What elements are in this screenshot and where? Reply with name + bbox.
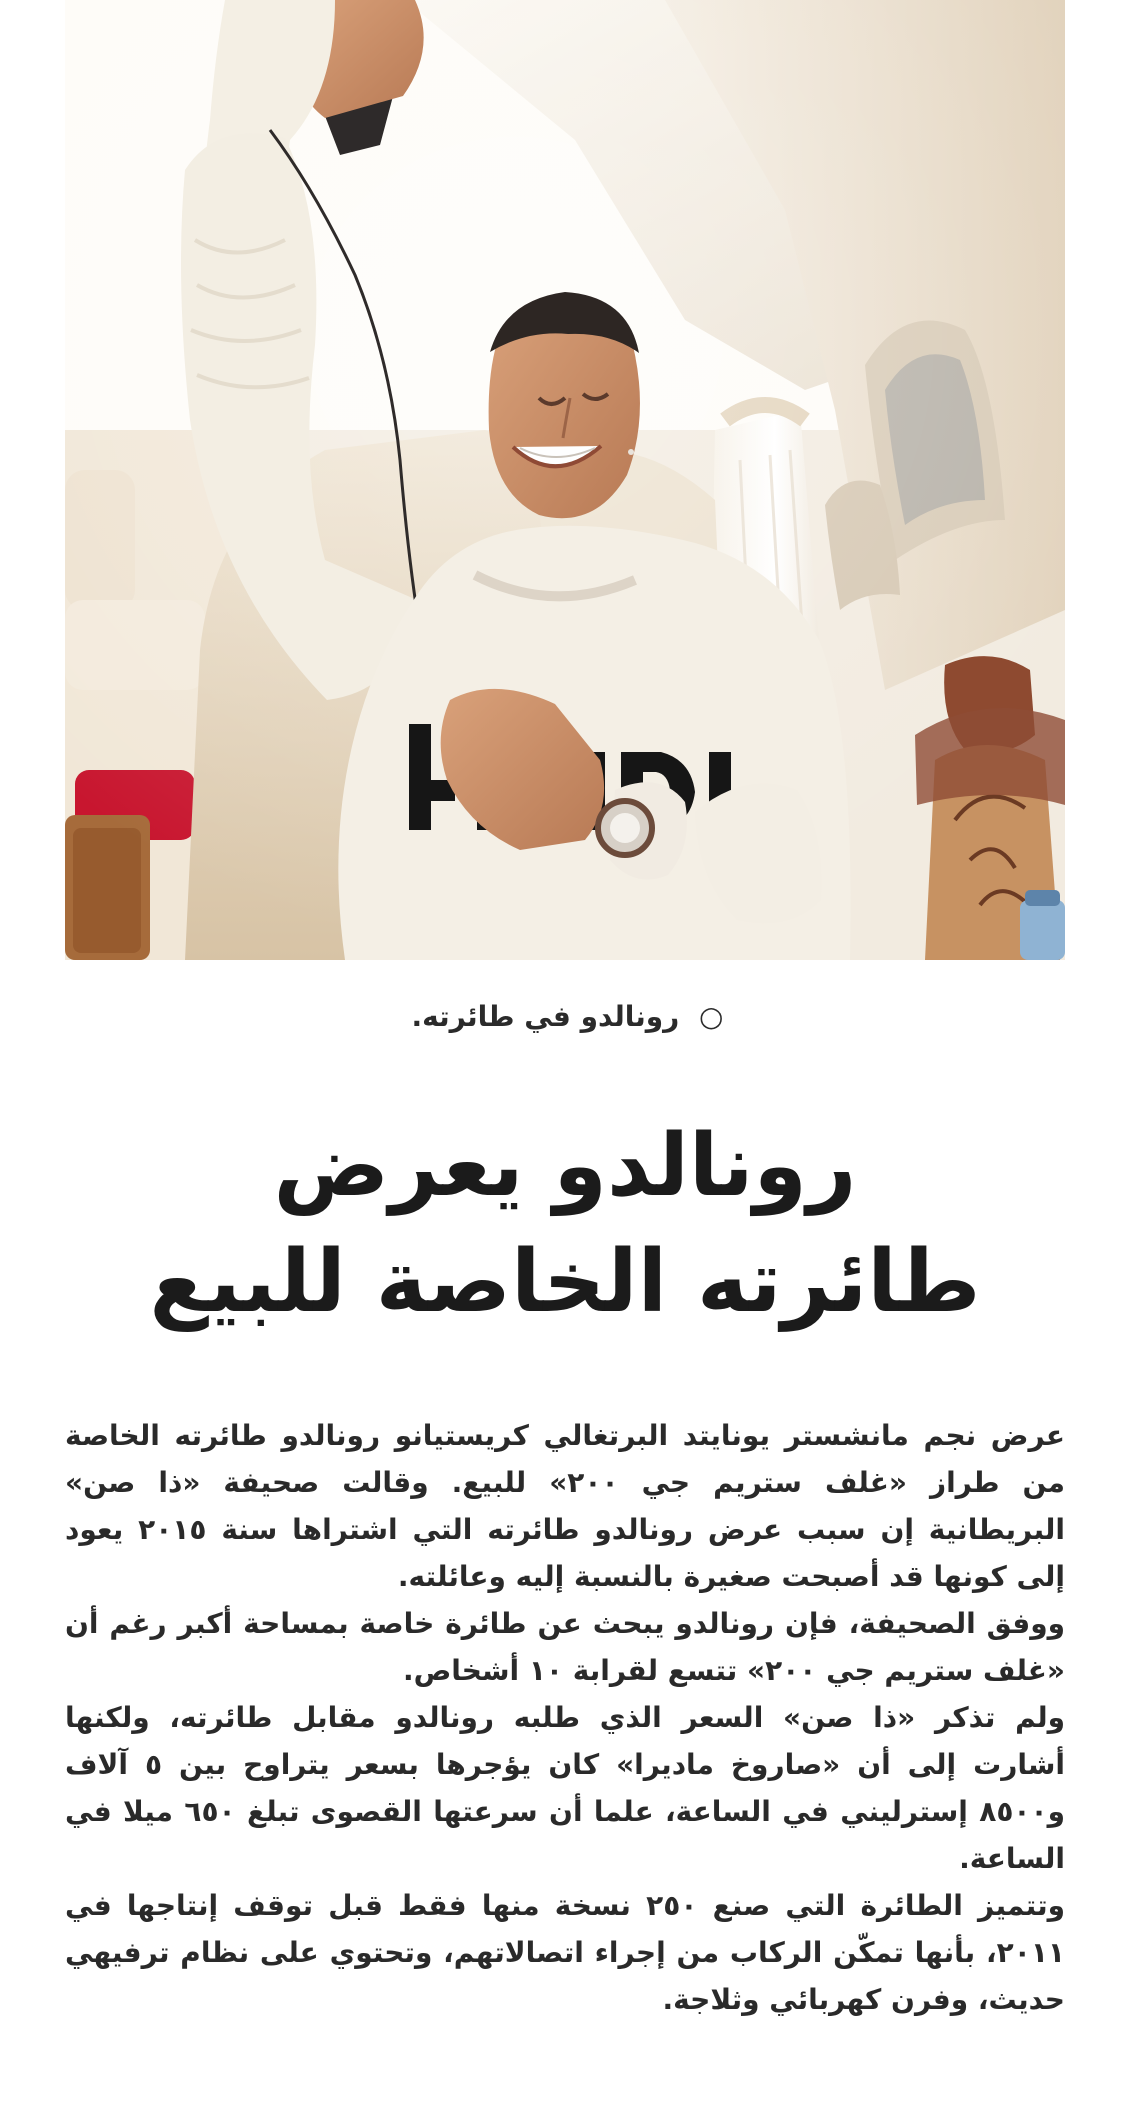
article-paragraph-3: ولم تذكر «ذا صن» السعر الذي طلبه رونالدو مقابل طائرته، ولكنها أشارت إلى أن «صاروخ ماديرا» كان يؤجرها بسعر يتراوح بين ٥ آلاف و٨٥٠٠ إسترليني في الساعة، علما أن سرعتها القصوى تبلغ ٦٥٠ ميلا في الساعة. bbox=[65, 1701, 1066, 1875]
headline-line-2: طائرته الخاصة للبيع bbox=[149, 1232, 981, 1333]
article-photo bbox=[65, 0, 1065, 960]
caption-text: رونالدو في طائرته. bbox=[411, 1000, 680, 1033]
photo-caption bbox=[120, 1000, 1015, 1034]
article-headline bbox=[65, 1108, 1065, 1340]
photo-illustration bbox=[65, 0, 1065, 960]
article-paragraph-4: وتتميز الطائرة التي صنع ٢٥٠ نسخة منها فقط قبل توقف إنتاجها في ٢٠١١، بأنها تمكّن الركاب من إجراء اتصالاتهم، وتحتوي على نظام ترفيهي حديث، وفرن كهربائي وثلاجة. bbox=[65, 1889, 1065, 2016]
article-paragraph-1: عرض نجم مانشستر يونايتد البرتغالي كريستيانو رونالدو طائرته الخاصة من طراز «غلف ستريم جي ٢٠٠» للبيع. وقالت صحيفة «ذا صن» البريطانية إن سبب عرض رونالدو طائرته التي اشتراها سنة ٢٠١٥ يعود إلى كونها قد أصبحت صغيرة بالنسبة إليه وعائلته. bbox=[65, 1419, 1065, 1593]
article-paragraph-2: ووفق الصحيفة، فإن رونالدو يبحث عن طائرة خاصة بمساحة أكبر رغم أن «غلف ستريم جي ٢٠٠» تتسع لقرابة ١٠ أشخاص. bbox=[65, 1607, 1065, 1687]
caption-bullet-icon: ○ bbox=[699, 1000, 724, 1033]
article-body bbox=[65, 1412, 1065, 2023]
headline-line-1: رونالدو يعرض bbox=[273, 1116, 857, 1216]
